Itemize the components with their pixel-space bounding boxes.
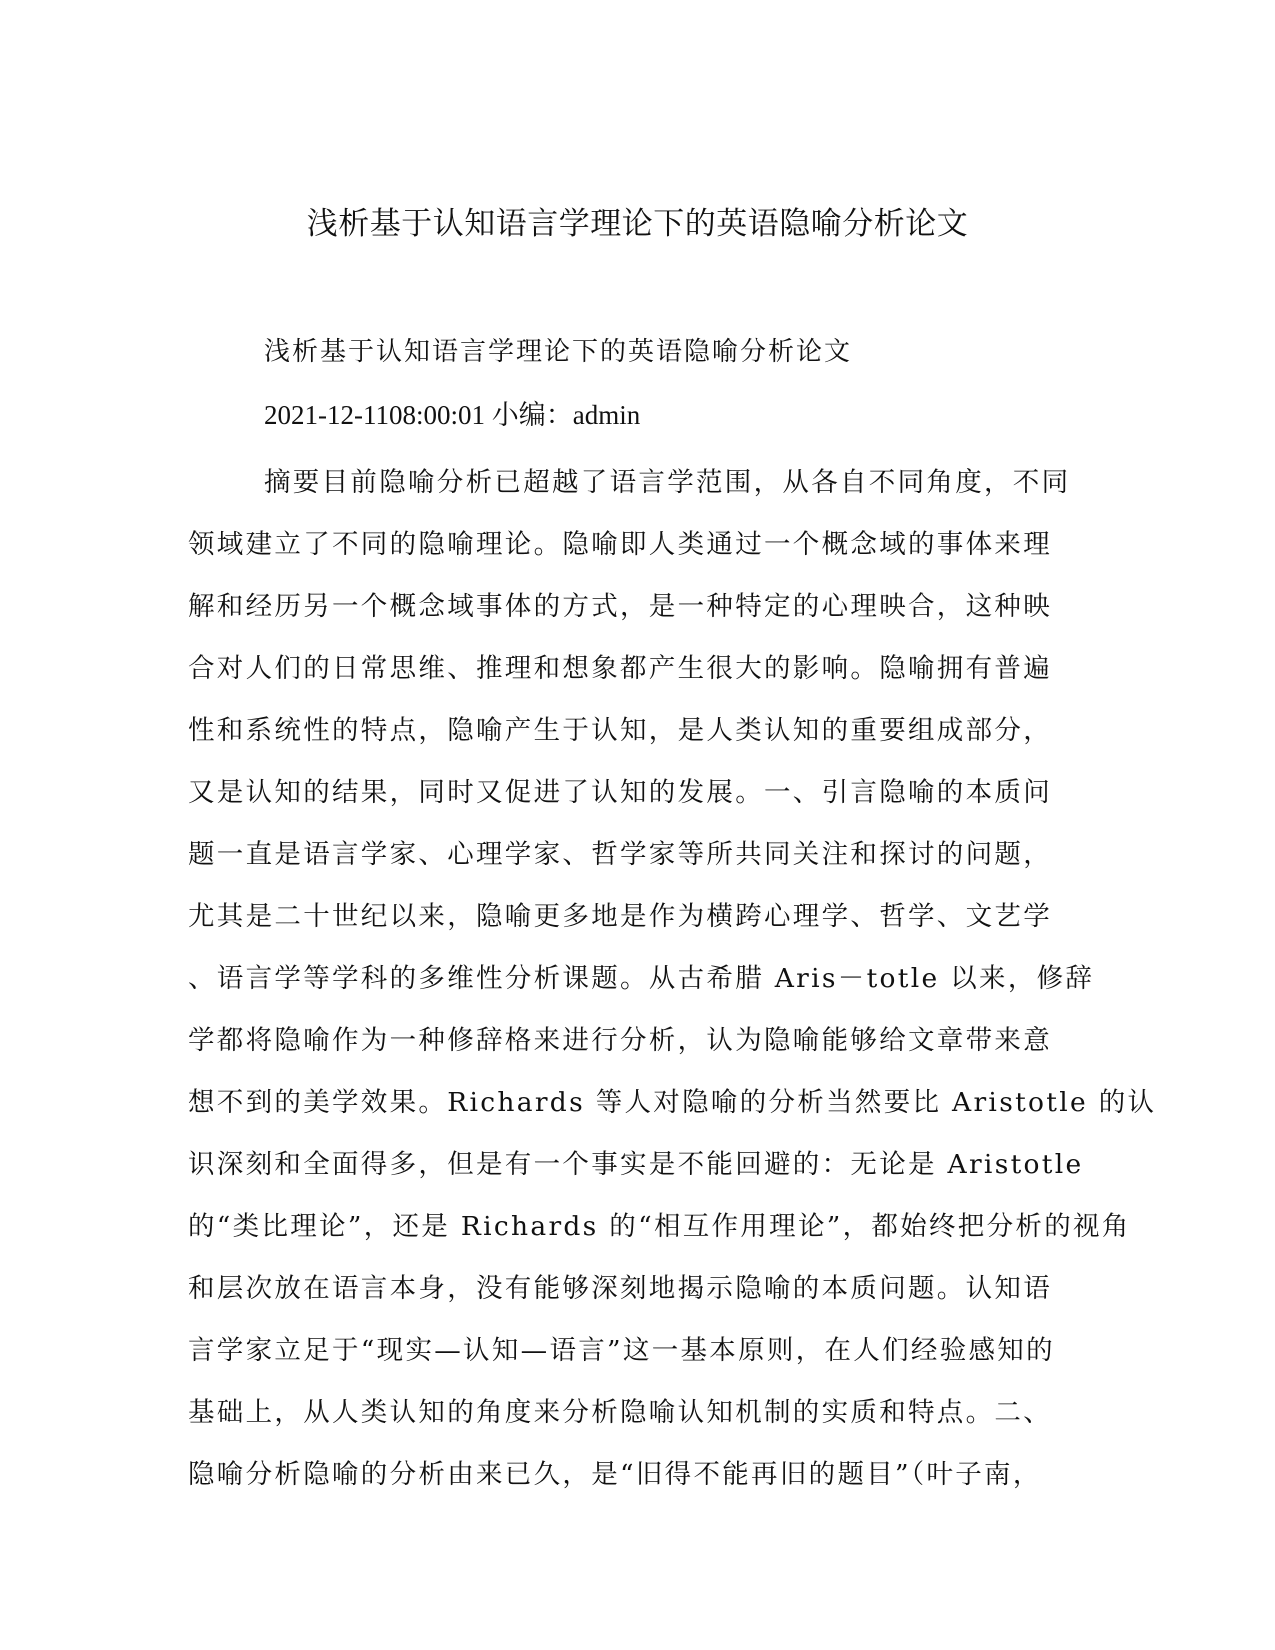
body-line: 隐喻分析隐喻的分析由来已久，是“旧得不能再旧的题目”（叶子南， [188, 1459, 1042, 1490]
body-line: 、语言学等学科的多维性分析课题。从古希腊 Aris－totle 以来，修辞 [188, 963, 1095, 994]
body-line: 领域建立了不同的隐喻理论。隐喻即人类通过一个概念域的事体来理 [188, 529, 1052, 560]
article-meta: 2021-12-1108:00:01 小编：admin [264, 400, 641, 430]
body-line: 言学家立足于“现实—认知—语言”这一基本原则，在人们经验感知的 [188, 1335, 1055, 1366]
body-line: 的“类比理论”，还是 Richards 的“相互作用理论”，都始终把分析的视角 [188, 1211, 1131, 1242]
body-line: 合对人们的日常思维、推理和想象都产生很大的影响。隐喻拥有普遍 [188, 653, 1052, 684]
body-line: 基础上，从人类认知的角度来分析隐喻认知机制的实质和特点。二、 [188, 1397, 1052, 1428]
body-line: 又是认知的结果，同时又促进了认知的发展。一、引言隐喻的本质问 [188, 777, 1052, 808]
document-title: 浅析基于认知语言学理论下的英语隐喻分析论文 [306, 206, 969, 242]
article-subtitle: 浅析基于认知语言学理论下的英语隐喻分析论文 [264, 337, 853, 367]
body-line: 尤其是二十世纪以来，隐喻更多地是作为横跨心理学、哲学、文艺学 [188, 901, 1052, 932]
body-line: 题一直是语言学家、心理学家、哲学家等所共同关注和探讨的问题， [188, 839, 1052, 870]
body-line: 性和系统性的特点，隐喻产生于认知，是人类认知的重要组成部分， [188, 715, 1052, 746]
body-line: 识深刻和全面得多，但是有一个事实是不能回避的：无论是 Aristotle [188, 1149, 1084, 1180]
article-body [188, 452, 1157, 1506]
body-line: 和层次放在语言本身，没有能够深刻地揭示隐喻的本质问题。认知语 [188, 1273, 1052, 1304]
body-line: 学都将隐喻作为一种修辞格来进行分析，认为隐喻能够给文章带来意 [188, 1025, 1052, 1056]
body-line: 解和经历另一个概念域事体的方式，是一种特定的心理映合，这种映 [188, 591, 1052, 622]
body-line: 想不到的美学效果。Richards 等人对隐喻的分析当然要比 Aristotle 的认 [188, 1087, 1157, 1118]
body-line: 摘要目前隐喻分析已超越了语言学范围，从各自不同角度，不同 [264, 467, 1071, 498]
